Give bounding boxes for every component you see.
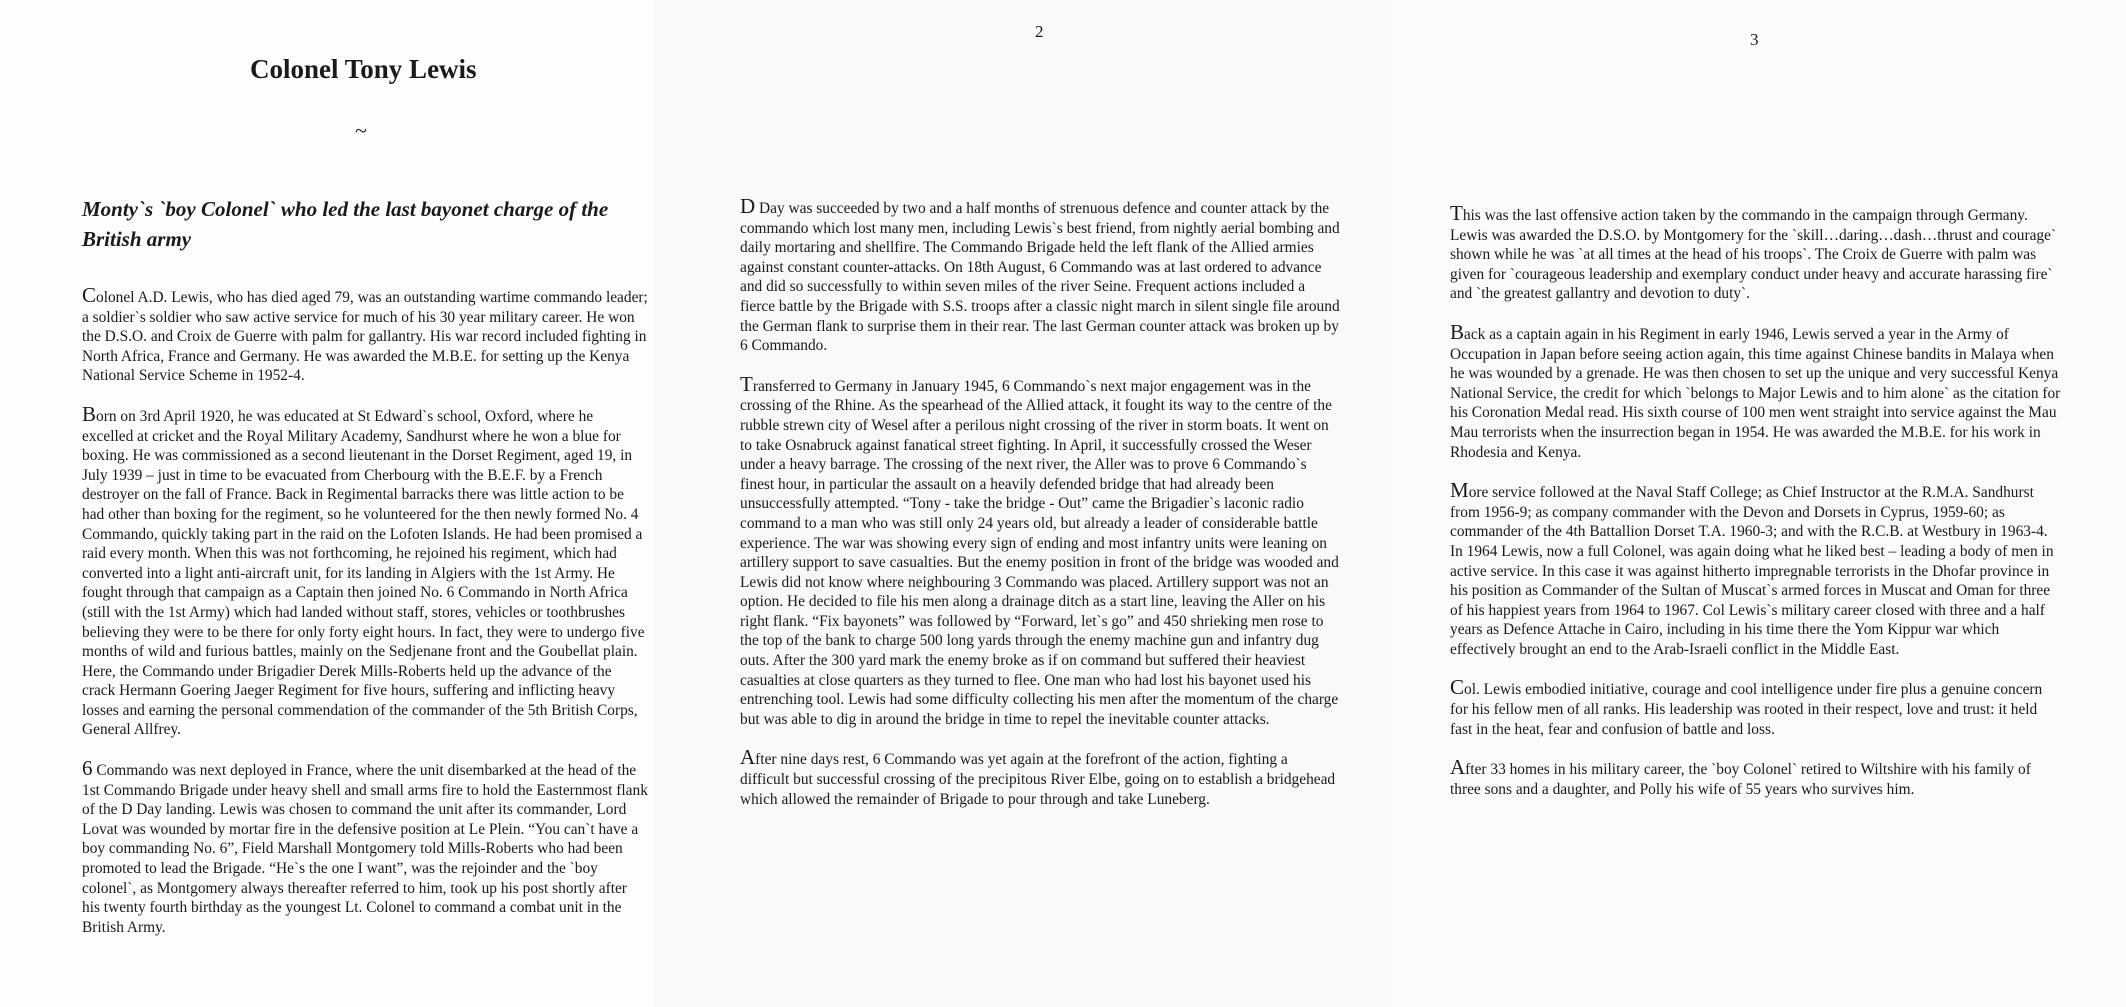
page-2: [655, 0, 1385, 1007]
paragraph-text: orn on 3rd April 1920, he was educated at St Edward`s school, Oxford, where he excelled at cricket and the Royal Military Academy, Sandhurst where he won a blue for boxing. He was commissioned as a second lieutenant in the Dorset Regiment, aged 19, in July 1939 – just in time to be evacuated from Cherbourg with the B.E.F. by a French destroyer on the fall of France. Back in Regimental barracks there was little action to be had other than boxing for the regiment, so he volunteered for the then newly formed No. 4 Commando, quickly taking part in the raid on the Lofoten Islands. He had been promised a raid every month. When this was not forthcoming, he rejoined his regiment, which had converted into a light anti-aircraft unit, for its landing in Algiers with the 1st Army. He fought through that campaign as a Captain then joined No. 6 Commando in North Africa (still with the 1st Army) which had landed without staff, stores, vehicles or toothbrushes believing they were to be there for only forty eight hours. In fact, they were to undergo five months of wild and furious battles, mainly on the Sedjenane front and the Goubellat plain. Here, the Commando under Brigadier Derek Mills-Roberts held up the advance of the crack Hermann Goering Jaeger Regiment for five hours, suffering and inflicting heavy losses and earning the personal commendation of the commander of the 5th British Corps, General Allfrey.: [82, 407, 645, 739]
page-number: 2: [1035, 22, 1044, 41]
paragraph: [1450, 478, 2062, 659]
paragraph: [82, 756, 648, 937]
drop-letter: M: [1450, 478, 1469, 503]
page-3-text: [1450, 201, 2062, 818]
paragraph-text: fter 33 homes in his military career, the `boy Colonel` retired to Wiltshire with his family of three sons and a daughter, and Polly his wife of 55 years who survives him.: [1450, 761, 2031, 798]
paragraph: [740, 194, 1340, 356]
paragraph-text: ack as a captain again in his Regiment in early 1946, Lewis served a year in the Army of Occupation in Japan before seeing action again, this time against Chinese bandits in Malaya when he was wounded by a grenade. He was then chosen to set up the unique and very successful Kenya National Service, the credit for which `belongs to Major Lewis and to him alone` as the citation for his Coronation Medal read. His sixth course of 100 men went straight into service against the Mau Mau terrorists when the insurrection began in 1954. He was awarded the M.B.E. for his work in Rhodesia and Kenya.: [1450, 325, 2061, 461]
paragraph-text: Day was succeeded by two and a half months of strenuous defence and counter attack by the commando which lost many men, including Lewis`s best friend, from nightly aerial bombing and daily mortaring and shellfire. The Commando Brigade held the left flank of the Allied armies against constant counter-attacks. On 18th August, 6 Commando was at last ordered to advance and did so successfully to within seven miles of the river Seine. Frequent actions included a fierce battle by the Brigade with S.S. troops after a classic night march in silent single file around the German flank to surprise them in their rear. The last German counter attack was broken up by 6 Commando.: [740, 200, 1340, 355]
paragraph-text: ransferred to Germany in January 1945, 6 Commando`s next major engagement was in the crossing of the Rhine. As the spearhead of the Allied attack, it fought its way to the centre of the rubble strewn city of Wesel after a perilous night crossing of the river in storm boats. It went on to take Osnabruck against fanatical street fighting. In April, it successfully crossed the Weser under a heavy barrage. The crossing of the next river, the Aller was to prove 6 Commando`s finest hour, in particular the assault on a heavily defended bridge that had already been unsuccessfully attempted. “Tony - take the bridge - Out” came the Brigadier`s laconic radio command to a man who was still only 24 years old, but already a leader of considerable battle experience. The war was showing every sign of ending and most infantry units were leaning on artillery support to save casualties. But the enemy position in front of the bridge was wooded and Lewis did not know where neighbouring 3 Commando was placed. Artillery support was not an option. He decided to file his men along a drainage ditch as a start line, leaving the Aller on his right flank. “Fix bayonets” was followed by “Forward, let`s go” and 450 shrieking men rose to the top of the bank to charge 500 long yards through the enemy machine gun and infantry dug outs. After the 300 yard mark the enemy broke as if on command but suffered their heaviest casualties at close quarters as they turned to flee. One man who had lost his bayonet used his entrenching tool. Lewis had some difficulty collecting his men after the momentum of the charge but was able to dig in around the bridge in time to repel the inevitable counter attacks.: [740, 377, 1339, 728]
drop-letter: C: [82, 283, 97, 307]
paragraph-text: ore service followed at the Naval Staff College; as Chief Instructor at the R.M.A. Sandhurst from 1956-9; as company commander with the Devon and Dorsets in Cyprus, 1959-60; as commander of the 4th Battallion Dorset T.A. 1960-3; and with the R.C.B. at Westbury in 1963-4. In 1964 Lewis, now a full Colonel, was again doing what he liked best – leading a body of men in active service. In this case it was against hitherto impregnable terrorists in the Dhofar province in his position as Commander of the Sultan of Muscat`s armed forces in Muscat and Oman for three of his happiest years from 1964 to 1967. Col Lewis`s military career closed with three and a half years as Defence Attache in Cairo, including in his time there the Yom Kippur war which effectively brought an end to the Arab-Israeli conflict in the Middle East.: [1450, 484, 2054, 658]
drop-letter: B: [82, 401, 97, 426]
paragraph: [1450, 319, 2062, 462]
drop-letter: B: [1450, 319, 1465, 344]
paragraph: [740, 371, 1340, 730]
article-subtitle: Monty`s `boy Colonel` who led the last bayonet charge of the British army: [82, 197, 609, 251]
paragraph: [740, 745, 1340, 809]
drop-letter: T: [1450, 201, 1463, 225]
paragraph: [1450, 201, 2062, 304]
paragraph-text: his was the last offensive action taken by the commando in the campaign through Germany. Lewis was awarded the D.S.O. by Montgomery for the `skill…daring…dash…thrust and courage` shown while he was `at all times at the head of his troops`. The Croix de Guerre with palm was given for `courageous leadership and exemplary conduct under heavy and accurate harassing fire` and `the greatest gallantry and devotion to duty`.: [1450, 207, 2057, 303]
paragraph: [1450, 675, 2062, 739]
page-number: 3: [1750, 30, 1759, 49]
paragraph-text: fter nine days rest, 6 Commando was yet again at the forefront of the action, fighting a difficult but successful crossing of the precipitous River Elbe, going on to establish a bridgehead which allowed the remainder of Brigade to pour through and take Luneberg.: [740, 751, 1336, 808]
paragraph-text: olonel A.D. Lewis, who has died aged 79, was an outstanding wartime commando leader; a soldier`s soldier who saw active service for much of his 30 year military career. He won the D.S.O. and Croix de Guerre with palm for gallantry. His war record included fighting in North Africa, France and Germany. He was awarded the M.B.E. for setting up the Kenya National Service Scheme in 1952-4.: [82, 289, 648, 385]
page-1: [0, 0, 655, 1007]
page-1-text: [82, 283, 648, 956]
article-title: Colonel Tony Lewis: [250, 54, 477, 84]
page-3: [1385, 0, 2126, 1007]
page-2-text: [740, 194, 1340, 828]
drop-letter: D: [740, 194, 756, 218]
title-separator: ~: [355, 118, 367, 143]
paragraph-text: Commando was next deployed in France, where the unit disembarked at the head of the 1st Commando Brigade under heavy shell and small arms fire to hold the Easternmost flank of the D Day landing. Lewis was chosen to command the unit after its commander, Lord Lovat was wounded by mortar fire in the defensive position at Le Plein. “You can`t have a boy commanding No. 6”, Field Marshall Montgomery told Mills-Roberts who had been promoted to lead the Brigade. “He`s the one I want”, was the rejoinder and the `boy colonel`, as Montgomery always thereafter referred to him, took up his post shortly after his twenty fourth birthday as the youngest Lt. Colonel to command a combat unit in the British Army.: [82, 762, 648, 936]
paragraph: [82, 283, 648, 386]
drop-letter: A: [1450, 755, 1466, 780]
paragraph: [82, 401, 648, 740]
paragraph: [1450, 755, 2062, 799]
drop-letter: A: [740, 745, 756, 770]
paragraph-text: ol. Lewis embodied initiative, courage and cool intelligence under fire plus a genuine concern for his fellow men of all ranks. His leadership was rooted in their respect, love and trust: it held fast in the heat, fear and confusion of battle and loss.: [1450, 681, 2043, 738]
drop-letter: C: [1450, 675, 1465, 700]
drop-letter: 6: [82, 756, 93, 781]
drop-letter: T: [740, 371, 753, 396]
